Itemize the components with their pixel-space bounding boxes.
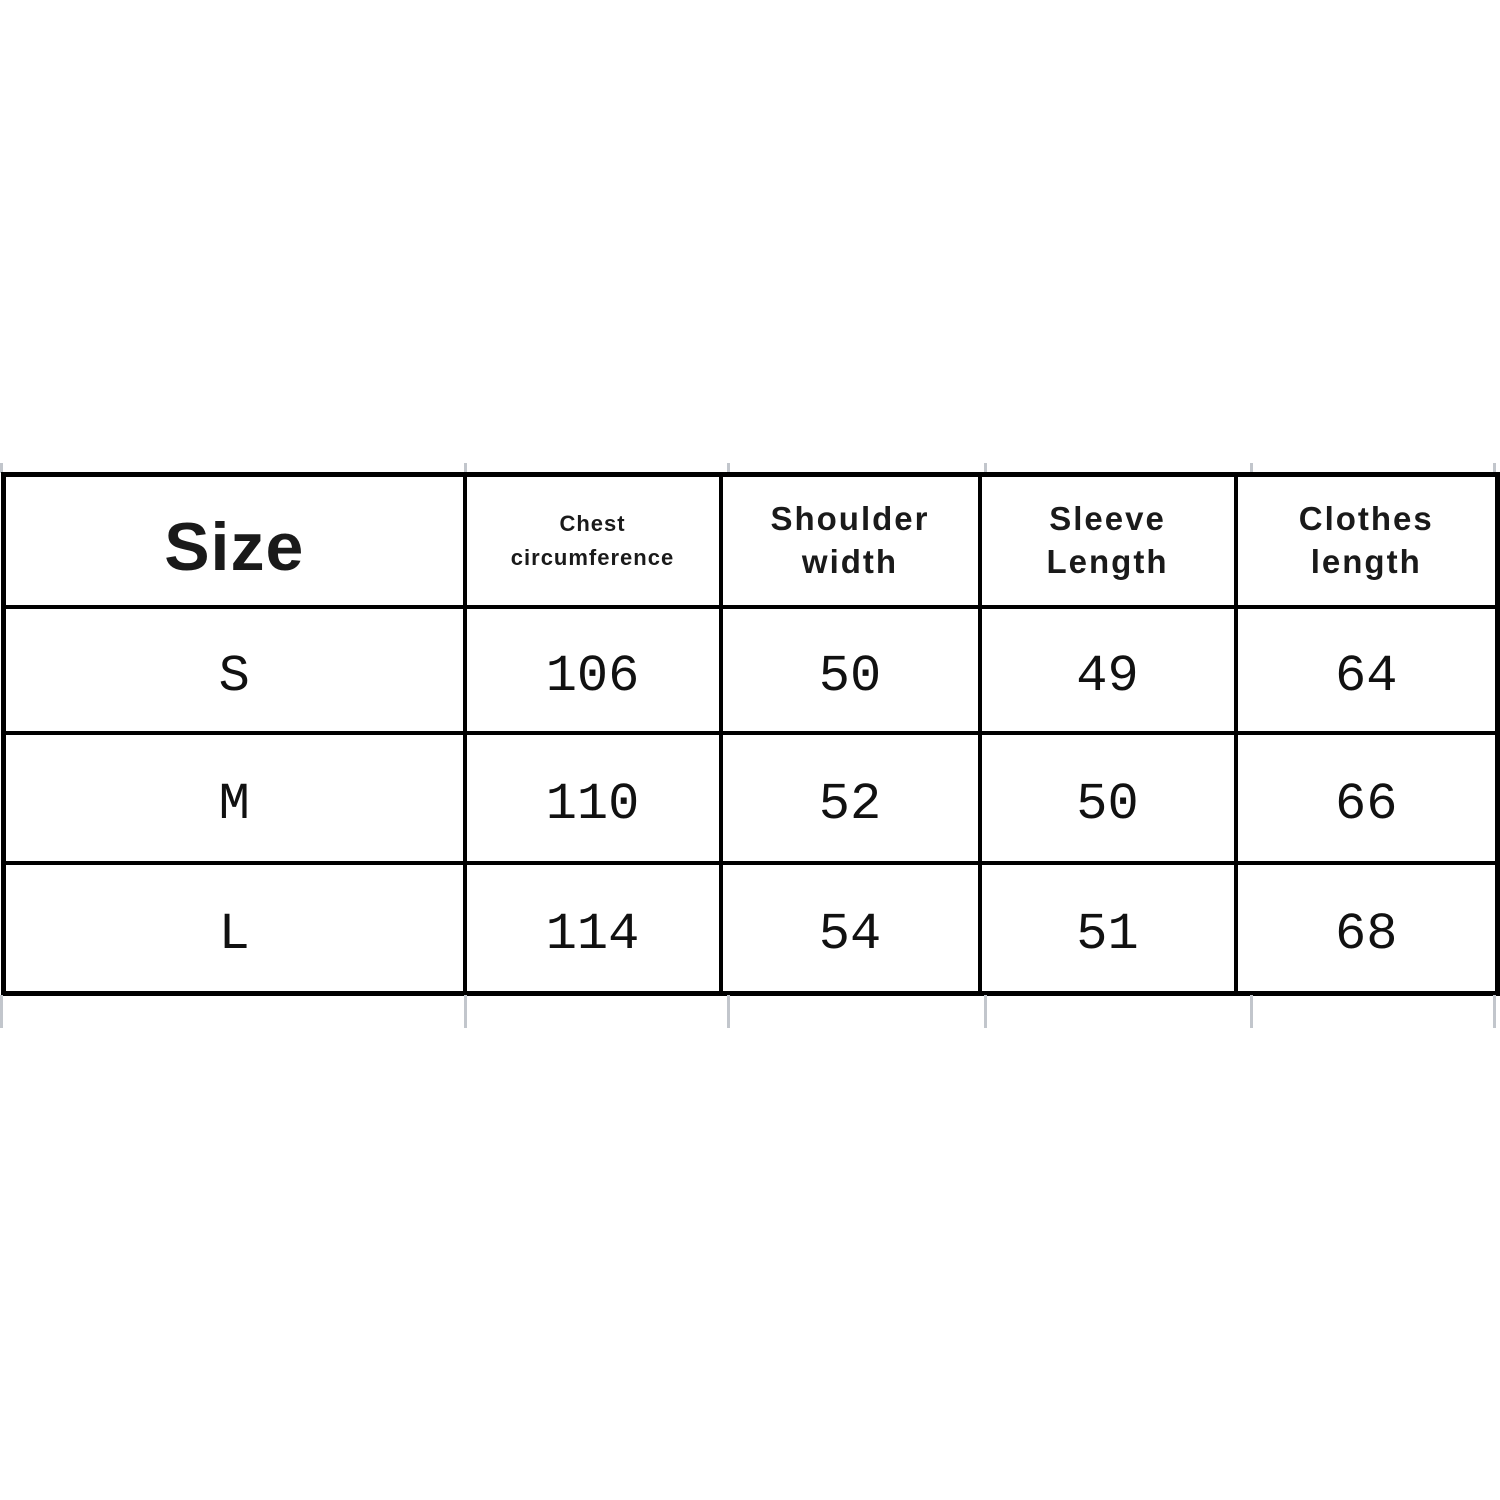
header-line: Length bbox=[1046, 542, 1169, 580]
col-header-sleeve-length bbox=[980, 475, 1236, 607]
col-header-chest-circumference bbox=[465, 475, 721, 607]
grid-remnant-line bbox=[1250, 995, 1253, 1028]
cell-clothes: 66 bbox=[1236, 733, 1498, 863]
header-line: Sleeve bbox=[1049, 499, 1166, 537]
size-chart-table bbox=[1, 472, 1500, 996]
table-row-s bbox=[4, 607, 1498, 733]
cell-sleeve: 49 bbox=[980, 607, 1236, 733]
header-row bbox=[4, 475, 1498, 607]
cell-sleeve: 51 bbox=[980, 863, 1236, 994]
table-row-m bbox=[4, 733, 1498, 863]
table-row-l bbox=[4, 863, 1498, 994]
cell-shoulder: 54 bbox=[721, 863, 980, 994]
grid-remnant-line bbox=[0, 995, 3, 1028]
header-line: circumference bbox=[510, 544, 675, 570]
cell-shoulder: 52 bbox=[721, 733, 980, 863]
col-header-size bbox=[4, 475, 465, 607]
col-header-shoulder-width bbox=[721, 475, 980, 607]
grid-remnant-line bbox=[984, 995, 987, 1028]
cell-size: M bbox=[4, 733, 465, 863]
header-line: length bbox=[1310, 542, 1422, 580]
header-line: Clothes bbox=[1298, 499, 1434, 537]
header-line: width bbox=[801, 542, 899, 580]
grid-remnant-line bbox=[464, 995, 467, 1028]
grid-remnant-line bbox=[1493, 995, 1496, 1028]
cell-clothes: 64 bbox=[1236, 607, 1498, 733]
col-header-clothes-length bbox=[1236, 475, 1498, 607]
cell-size: L bbox=[4, 863, 465, 994]
header-line: Shoulder bbox=[770, 499, 930, 537]
cell-clothes: 68 bbox=[1236, 863, 1498, 994]
cell-chest: 110 bbox=[465, 733, 721, 863]
cell-sleeve: 50 bbox=[980, 733, 1236, 863]
grid-remnant-line bbox=[727, 995, 730, 1028]
cell-chest: 106 bbox=[465, 607, 721, 733]
header-line: Chest bbox=[559, 510, 626, 536]
cell-chest: 114 bbox=[465, 863, 721, 994]
cell-size: S bbox=[4, 607, 465, 733]
cell-shoulder: 50 bbox=[721, 607, 980, 733]
page-title: Size bbox=[164, 508, 305, 585]
